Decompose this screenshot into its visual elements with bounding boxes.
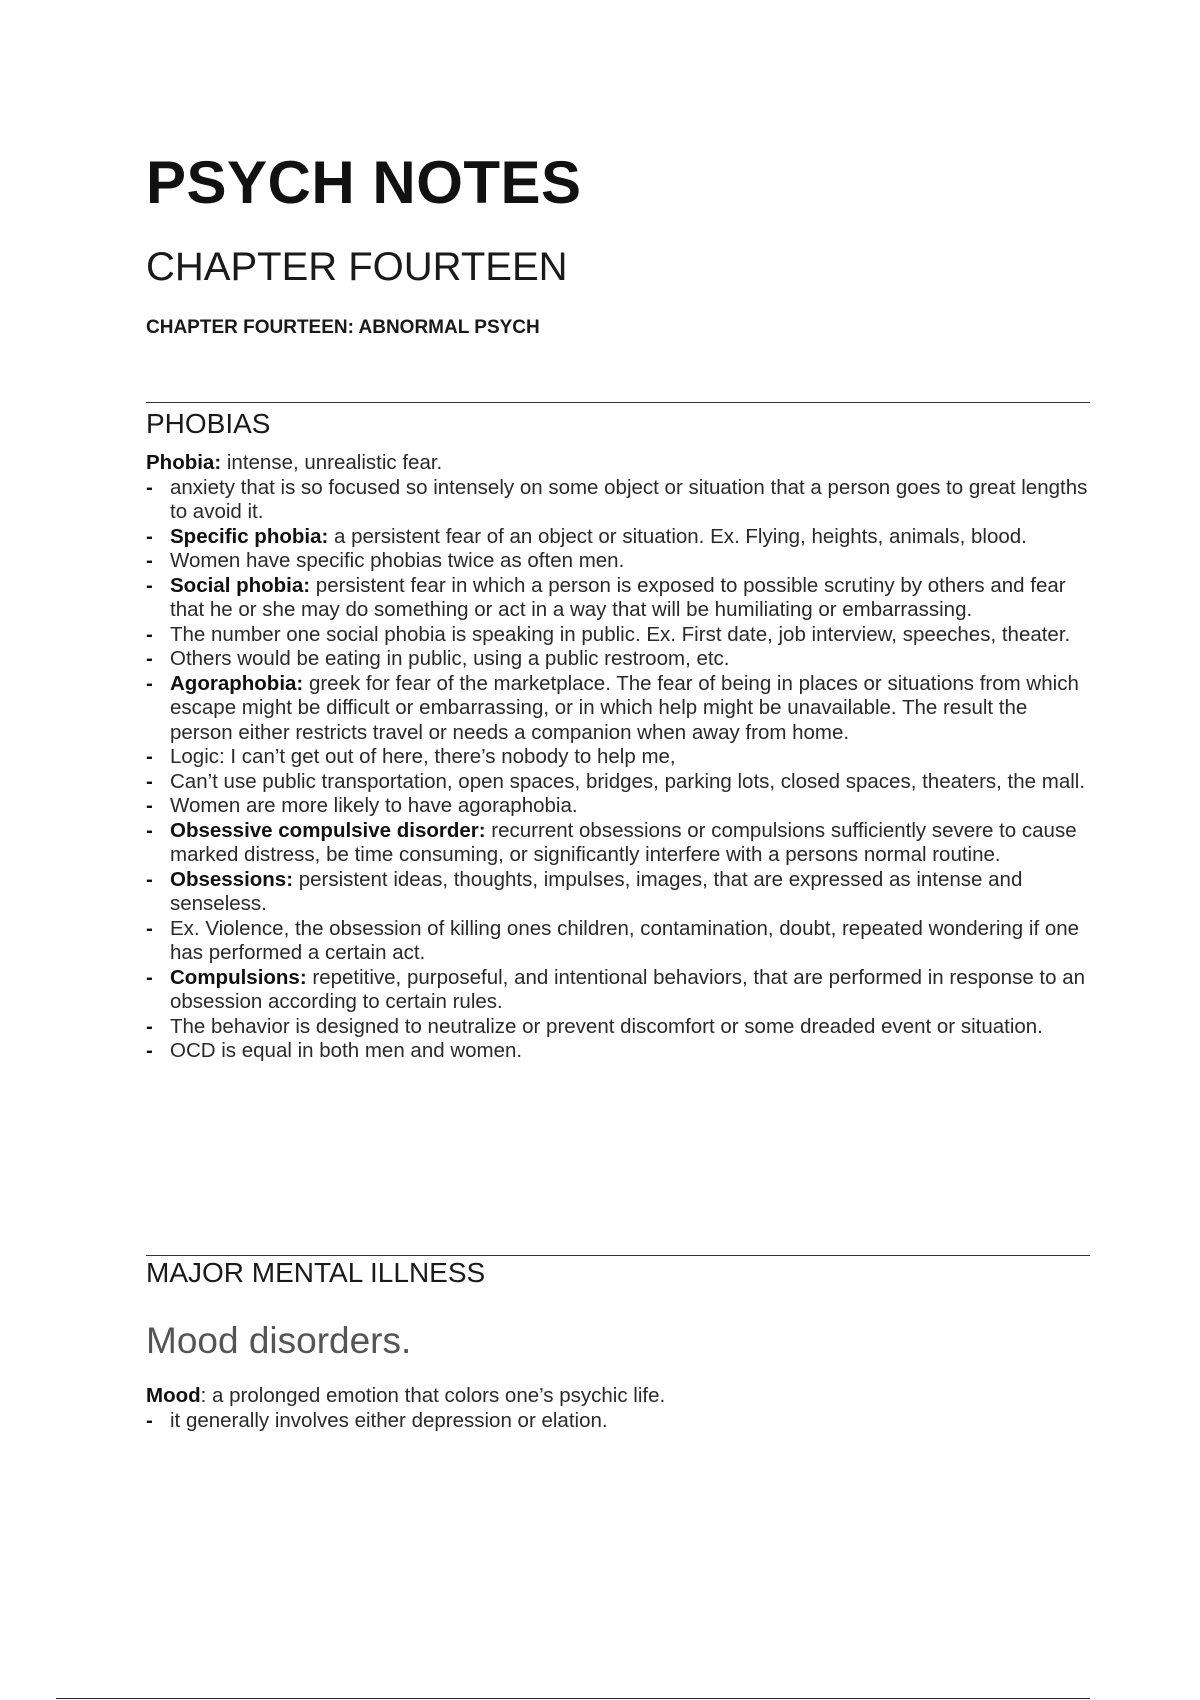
phobias-body: [146, 451, 1090, 1064]
dash-bullet-icon: -: [146, 794, 153, 817]
list-item: [146, 794, 1090, 819]
list-item: [146, 623, 1090, 648]
list-item: [146, 549, 1090, 574]
list-item-text: Logic: I can’t get out of here, there’s nobody to help me,: [170, 745, 676, 768]
list-item-text: Women have specific phobias twice as often men.: [170, 549, 625, 572]
chapter-subtitle: CHAPTER FOURTEEN: ABNORMAL PSYCH: [146, 317, 540, 338]
list-item-text: Women are more likely to have agoraphobia.: [170, 794, 578, 817]
dash-bullet-icon: -: [146, 475, 153, 499]
list-item-term: Agoraphobia:: [170, 671, 304, 695]
mood-list: [146, 1409, 1090, 1434]
list-item: [146, 476, 1090, 525]
dash-bullet-icon: -: [146, 671, 153, 695]
definition-term: Phobia:: [146, 451, 222, 474]
definition-term: Mood: [146, 1384, 201, 1407]
dash-bullet-icon: -: [146, 769, 153, 793]
section-heading-major-mental-illness: MAJOR MENTAL ILLNESS: [146, 1257, 486, 1288]
dash-bullet-icon: -: [146, 965, 153, 989]
section-divider: [146, 1255, 1090, 1256]
list-item-text: OCD is equal in both men and women.: [170, 1039, 523, 1062]
list-item: [146, 1409, 1090, 1434]
list-item: [146, 1039, 1090, 1064]
dash-bullet-icon: -: [146, 573, 153, 597]
definition-text: : a prolonged emotion that colors one’s psychic life.: [200, 1384, 666, 1407]
list-item: [146, 966, 1090, 1015]
list-item: [146, 819, 1090, 868]
dash-bullet-icon: -: [146, 524, 153, 548]
list-item: [146, 672, 1090, 746]
list-item-term: Obsessive compulsive disorder:: [170, 818, 486, 842]
dash-bullet-icon: -: [146, 745, 153, 768]
list-item-text: Can’t use public transportation, open spaces, bridges, parking lots, closed spaces, theaters, the mall.: [170, 769, 1086, 793]
list-item-text: persistent fear in which a person is exposed to possible scrutiny by others and fear that he or she may do something or act in a way that will be humiliating or embarrassing.: [170, 573, 1066, 621]
list-item-term: Specific phobia:: [170, 524, 329, 548]
list-item-text: anxiety that is so focused so intensely on some object or situation that a person goes to great lengths to avoid it.: [170, 475, 1088, 523]
phobia-definition: [146, 451, 1090, 476]
list-item-text: persistent ideas, thoughts, impulses, images, that are expressed as intense and senseless.: [170, 867, 1023, 915]
page-title: PSYCH NOTES: [146, 149, 582, 216]
dash-bullet-icon: -: [146, 1408, 153, 1432]
mood-definition: [146, 1384, 1090, 1409]
list-item-text: The number one social phobia is speaking in public. Ex. First date, job interview, speeches, theater.: [170, 622, 1071, 646]
dash-bullet-icon: -: [146, 647, 153, 670]
list-item-term: Social phobia:: [170, 573, 311, 597]
dash-bullet-icon: -: [146, 867, 153, 891]
dash-bullet-icon: -: [146, 1014, 153, 1038]
list-item-text: Ex. Violence, the obsession of killing ones children, contamination, doubt, repeated wondering if one has performed a certain act.: [170, 916, 1080, 964]
list-item: [146, 770, 1090, 795]
dash-bullet-icon: -: [146, 622, 153, 646]
dash-bullet-icon: -: [146, 916, 153, 940]
phobias-list: [146, 476, 1090, 1064]
list-item-term: Compulsions:: [170, 965, 307, 989]
list-item: [146, 917, 1090, 966]
section-heading-phobias: PHOBIAS: [146, 408, 271, 439]
list-item-text: greek for fear of the marketplace. The fear of being in places or situations from which escape might be difficult or embarrassing, or in which help might be unavailable. The result the person either restricts travel or needs a companion when away from home.: [170, 671, 1079, 744]
list-item: [146, 1015, 1090, 1040]
list-item: [146, 745, 1090, 770]
list-item-text: repetitive, purposeful, and intentional behaviors, that are performed in response to an obsession according to certain rules.: [170, 965, 1086, 1013]
list-item-text: it generally involves either depression or elation.: [170, 1408, 608, 1432]
subsection-heading-mood-disorders: Mood disorders.: [146, 1320, 412, 1361]
list-item-text: recurrent obsessions or compulsions sufficiently severe to cause marked distress, be time consuming, or significantly interfere with a persons normal routine.: [170, 818, 1077, 866]
list-item: [146, 647, 1090, 672]
list-item-term: Obsessions:: [170, 867, 294, 891]
chapter-heading: CHAPTER FOURTEEN: [146, 245, 568, 289]
list-item: [146, 574, 1090, 623]
list-item-text: Others would be eating in public, using a public restroom, etc.: [170, 647, 730, 670]
list-item: [146, 868, 1090, 917]
definition-text: intense, unrealistic fear.: [221, 451, 443, 474]
list-item-text: The behavior is designed to neutralize or prevent discomfort or some dreaded event or situation.: [170, 1014, 1043, 1038]
mood-body: [146, 1384, 1090, 1433]
list-item-text: a persistent fear of an object or situation. Ex. Flying, heights, animals, blood.: [328, 524, 1027, 548]
section-divider: [146, 402, 1090, 403]
list-item: [146, 525, 1090, 550]
dash-bullet-icon: -: [146, 818, 153, 842]
page-bottom-border: [56, 1698, 1090, 1699]
dash-bullet-icon: -: [146, 1039, 153, 1062]
dash-bullet-icon: -: [146, 549, 153, 572]
